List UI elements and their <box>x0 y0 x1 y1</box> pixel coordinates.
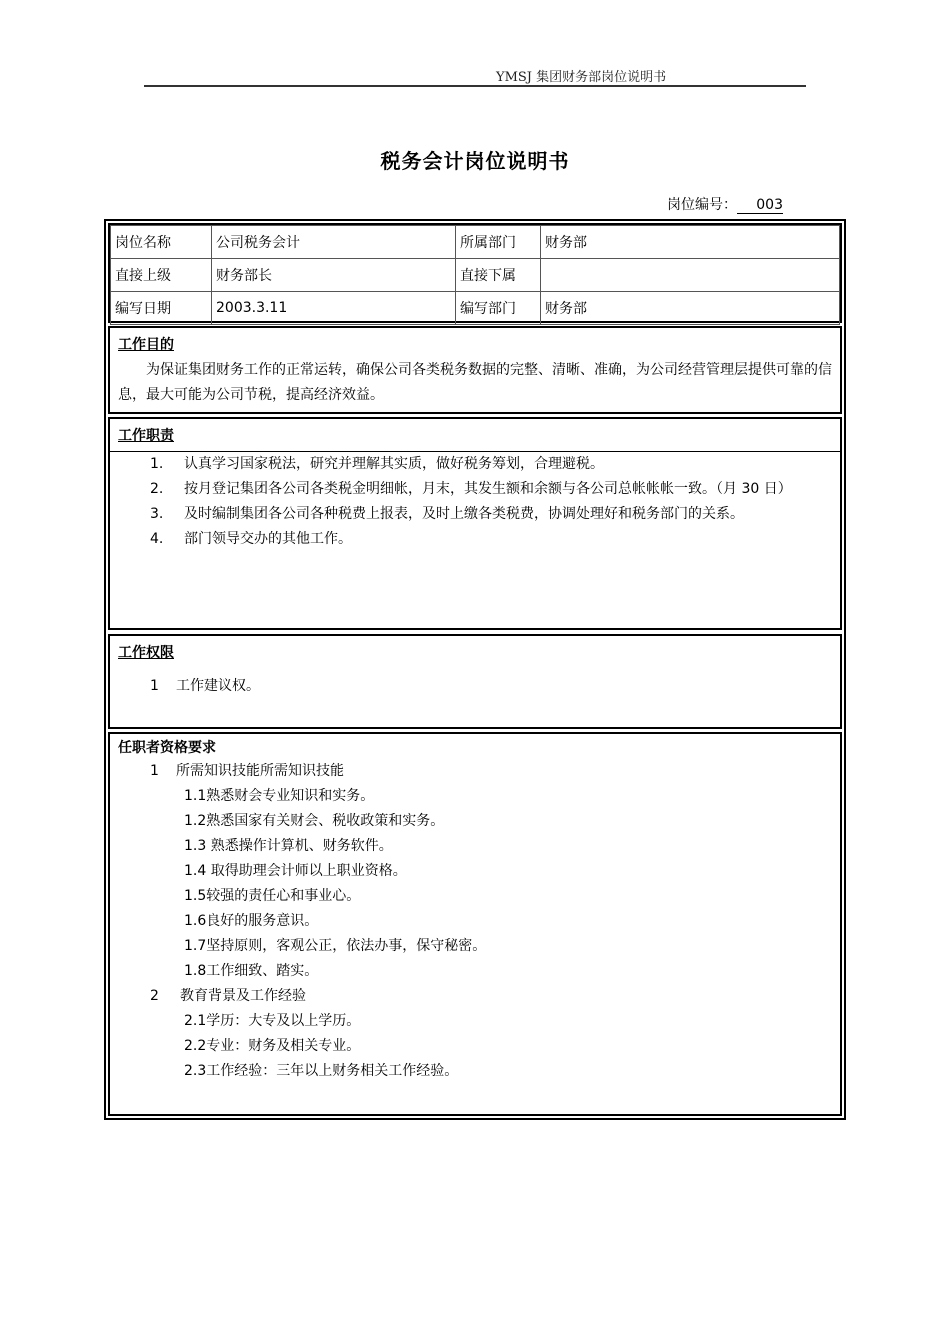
list-item: 1.1熟悉财会专业知识和实务。 <box>184 788 375 804</box>
item-number: 4. <box>150 531 164 547</box>
item-number: 3. <box>150 506 164 522</box>
item-text: 部门领导交办的其他工作。 <box>184 531 352 547</box>
cell-label: 编写部门 <box>456 292 541 325</box>
item-text: 按月登记集团各公司各类税金明细帐，月末，其发生额和余额与各公司总帐帐帐一致。（月 30 日） <box>184 481 792 497</box>
post-number-label: 岗位编号： <box>667 197 737 213</box>
purpose-section <box>108 326 842 414</box>
list-item: 2.3工作经验：三年以上财务相关工作经验。 <box>184 1063 459 1079</box>
cell-label: 直接下属 <box>456 259 541 292</box>
section-title: 任职者资格要求 <box>118 740 216 756</box>
cell-value: 2003.3.11 <box>212 292 456 325</box>
list-item <box>110 527 840 552</box>
item-number: 1 <box>150 763 159 779</box>
section-title: 工作目的 <box>118 337 174 353</box>
list-item <box>110 477 840 502</box>
purpose-text: 为保证集团财务工作的正常运转，确保公司各类税务数据的完整、清晰、准确，为公司经营管理层提供可靠的信息，最大可能为公司节税，提高经济效益。 <box>118 362 832 403</box>
list-group <box>110 759 840 784</box>
cell-label: 直接上级 <box>111 259 212 292</box>
item-number: 1. <box>150 456 164 472</box>
section-title: 工作权限 <box>118 645 174 661</box>
list-item <box>110 674 840 699</box>
item-text: 所需知识技能所需知识技能 <box>176 763 344 779</box>
cell-value: 财务部 <box>541 226 840 259</box>
list-item: 1.2熟悉国家有关财会、税收政策和实务。 <box>184 813 445 829</box>
list-item: 2.2专业：财务及相关专业。 <box>184 1038 361 1054</box>
list-item: 1.7坚持原则，客观公正，依法办事，保守秘密。 <box>184 938 487 954</box>
list-item: 2.1学历：大专及以上学历。 <box>184 1013 361 1029</box>
cell-label: 岗位名称 <box>111 226 212 259</box>
list-item: 1.8工作细致、踏实。 <box>184 963 319 979</box>
list-item <box>110 452 840 477</box>
cell-label: 编写日期 <box>111 292 212 325</box>
qualifications-section <box>108 732 842 1116</box>
list-item: 1.6良好的服务意识。 <box>184 913 319 929</box>
cell-value: 财务部 <box>541 292 840 325</box>
list-item: 1.3 熟悉操作计算机、财务软件。 <box>184 838 393 854</box>
item-text: 教育背景及工作经验 <box>180 988 306 1004</box>
section-title: 工作职责 <box>118 428 174 444</box>
table-row <box>111 226 840 259</box>
cell-value <box>541 259 840 292</box>
item-text: 认真学习国家税法，研究并理解其实质，做好税务筹划，合理避税。 <box>184 456 604 472</box>
item-number: 1 <box>150 678 159 694</box>
header-rule <box>144 85 806 87</box>
item-text: 工作建议权。 <box>176 678 260 694</box>
info-section <box>108 223 842 323</box>
cell-label: 所属部门 <box>456 226 541 259</box>
item-number: 2 <box>150 988 159 1004</box>
item-text: 及时编制集团各公司各种税费上报表，及时上缴各类税费，协调处理好和税务部门的关系。 <box>184 506 744 522</box>
cell-value: 公司税务会计 <box>212 226 456 259</box>
list-item: 1.5较强的责任心和事业心。 <box>184 888 361 904</box>
list-item <box>110 502 840 527</box>
info-table <box>110 225 840 325</box>
post-number <box>667 194 783 214</box>
page-title: 税务会计岗位说明书 <box>380 149 570 173</box>
table-row <box>111 292 840 325</box>
post-number-value: 003 <box>737 197 783 214</box>
cell-value: 财务部长 <box>212 259 456 292</box>
running-header: YMSJ 集团财务部岗位说明书 <box>496 70 667 85</box>
duties-section <box>108 417 842 630</box>
list-item: 1.4 取得助理会计师以上职业资格。 <box>184 863 407 879</box>
item-number: 2. <box>150 481 164 497</box>
authority-section <box>108 634 842 729</box>
list-group <box>110 984 840 1009</box>
table-row <box>111 259 840 292</box>
